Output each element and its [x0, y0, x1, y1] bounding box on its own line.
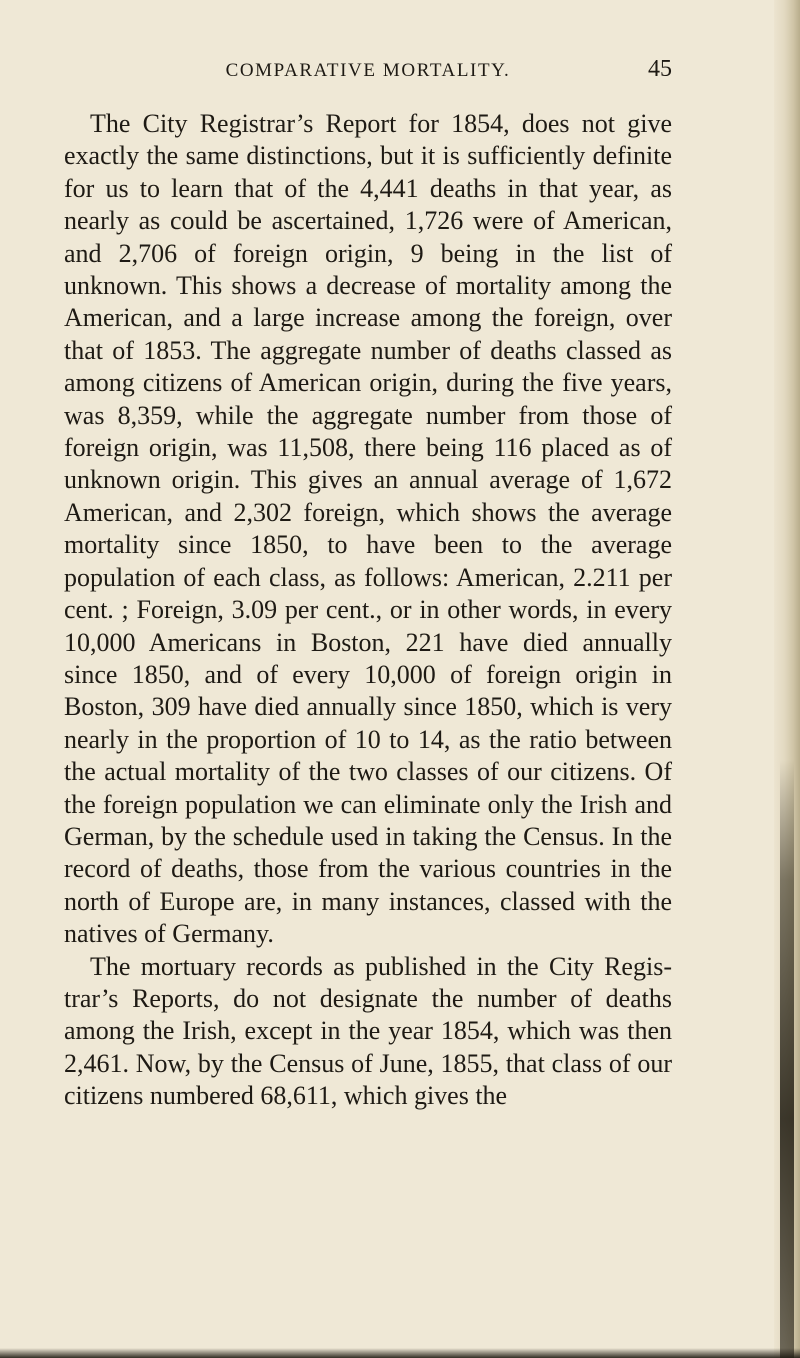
binding-shadow: [780, 760, 794, 1358]
paragraph: The mortuary records as published in the City Registrar’s Reports, do not designate the number of deaths among the Irish, except in the year 1854, which was then 2,461. Now, by the Census of June, 1855, that class of our citizens numbered 68,611, which gives the: [64, 951, 672, 1111]
bottom-edge-shadow: [0, 1348, 800, 1358]
paragraph: The City Registrar’s Report for 1854, does not give exactly the same distinctions, but it is sufficiently definite for us to learn that of the 4,441 deaths in that year, as nearly as could be ascertained, 1,726 were of American, and 2,706 of foreign origin, 9 being in the list of unknown. This shows a decrease of mortality among the American, and a large increase among the foreign, over that of 1853. The aggregate number of deaths classed as among citizens of American origin, during the five years, was 8,359, while the aggregate number from those of foreign origin, was 11,508, there being 116 placed as of unknown origin. This gives an annual average of 1,672 American, and 2,302 foreign, which shows the average mortality since 1850, to have been to the average population of each class, as follows: American, 2.211 per cent. ; Foreign, 3.09 per cent., or in other words, in every 10,000 Americans in Boston, 221 have died annually since 1850, and of every 10,000 of foreign origin in Boston, 309 have died annually since 1850, which is very nearly in the proportion of 10 to 14, as the ratio between the actual mortality of the two classes of our citizens. Of the foreign population we can eliminate only the Irish and German, by the schedule used in taking the Census. In the record of deaths, those from the various countries in the north of Europe are, in many instances, classed with the natives of Germany.: [64, 109, 672, 949]
running-head: [64, 56, 672, 92]
body-text: [64, 108, 672, 1113]
running-head-title: COMPARATIVE MORTALITY.: [225, 60, 511, 81]
page-number: 45: [648, 56, 672, 82]
